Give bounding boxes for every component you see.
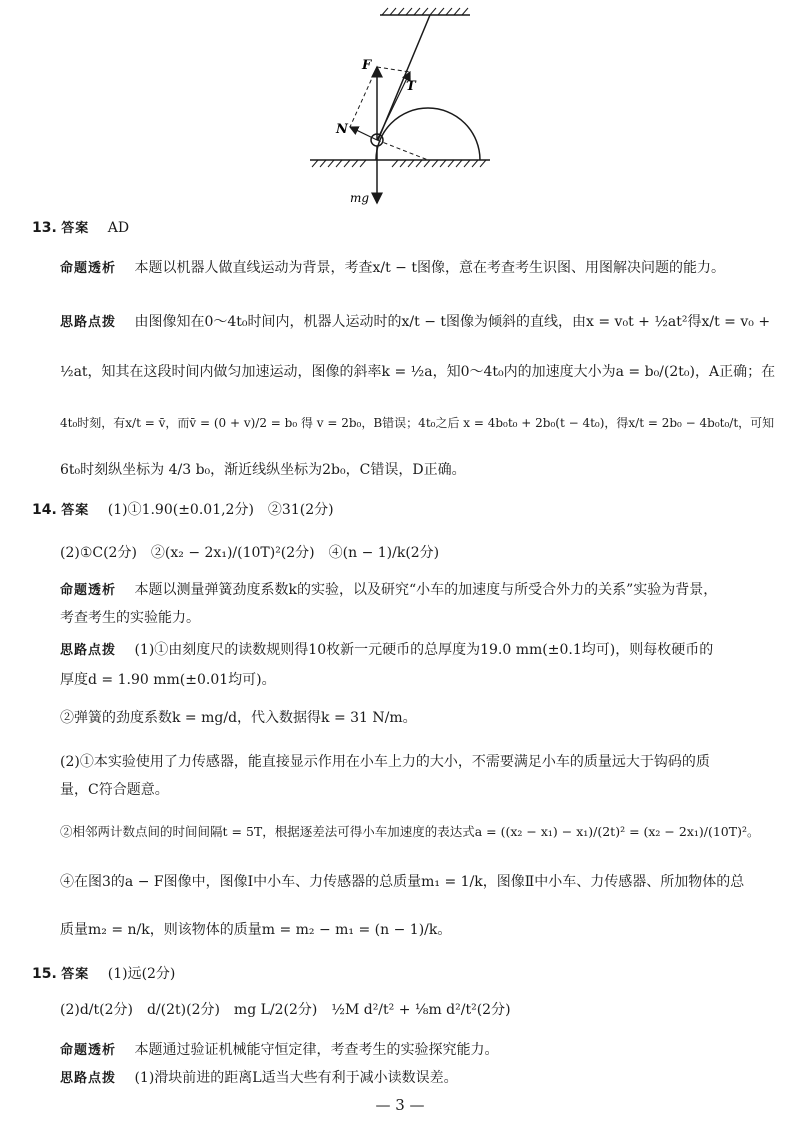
q14-answer-line-1 xyxy=(32,500,334,521)
q13-answer-tag: 答案 xyxy=(61,221,90,236)
q14-intent-tag: 命题透析 xyxy=(60,583,117,598)
force-diagram-figure xyxy=(300,5,500,210)
q13-hint-line-4: 6t₀时刻纵坐标为 4/3 b₀，渐近线纵坐标为2b₀，C错误，D正确。 xyxy=(60,462,466,478)
q13-hint-line-2: ½at，知其在这段时间内做匀加速运动，图像的斜率k = ½a，知0～4t₀内的加速度大小为a = b₀/(2t₀)，A正确；在 xyxy=(60,364,776,380)
q15-hint-tag: 思路点拨 xyxy=(60,1071,117,1086)
q14-hint-tag: 思路点拨 xyxy=(60,643,117,658)
q14-hint-line-4: (2)①本实验使用了力传感器，能直接显示作用在小车上力的大小，不需要满足小车的质量远大于钩码的质 xyxy=(60,754,710,770)
q14-answer-line-2: (2)①C(2分) ②(x₂ − 2x₁)/(10T)²(2分) ④(n − 1)/k(2分) xyxy=(60,545,440,561)
q14-hint-line-5: 量，C符合题意。 xyxy=(60,782,169,798)
q14-intent-text-1: 本题以测量弹簧劲度系数k的实验，以及研究“小车的加速度与所受合外力的关系”实验为背景， xyxy=(134,582,718,598)
q15-intent-tag: 命题透析 xyxy=(60,1043,117,1058)
label-N: N xyxy=(336,122,348,137)
q13-hint-line-3: 4t₀时刻，有x/t = v̄，而v̄ = (0 + v)/2 = b₀ 得 v = 2b₀，B错误；4t₀之后 x = 4b₀t₀ + 2b₀(t − 4t₀)，得x/t = 2b₀ − 4b₀t₀/t，可知 xyxy=(60,416,775,430)
label-mg: mg xyxy=(350,191,370,205)
q14-hint-line-3: ②弹簧的劲度系数k = mg/d，代入数据得k = 31 N/m。 xyxy=(60,710,417,726)
q14-hint-line-6: ②相邻两计数点间的时间间隔t = 5T，根据逐差法可得小车加速度的表达式a = ((x₂ − x₁) − x₁)/(2t)² = (x₂ − 2x₁)/(10T)²。 xyxy=(60,824,760,839)
q14-number: 14. xyxy=(32,502,57,518)
q15-hint-line xyxy=(60,1068,458,1089)
q15-answer-1: (1)远(2分) xyxy=(107,966,176,982)
q14-hint-line-2: 厚度d = 1.90 mm(±0.01均可)。 xyxy=(60,672,276,688)
q13-answer-line xyxy=(32,218,129,239)
q14-hint-line-7: ④在图3的a − F图像中，图像Ⅰ中小车、力传感器的总质量m₁ = 1/k，图像Ⅱ中小车、力传感器、所加物体的总 xyxy=(60,874,745,890)
q13-hint-tag: 思路点拨 xyxy=(60,315,117,330)
q13-intent-line xyxy=(60,258,725,279)
q14-answer-tag: 答案 xyxy=(61,503,90,518)
q15-intent: 本题通过验证机械能守恒定律，考查考生的实验探究能力。 xyxy=(134,1042,499,1058)
q15-answer-line-1 xyxy=(32,964,175,985)
q14-intent-line-1 xyxy=(60,580,717,601)
q14-intent-line-2: 考查考生的实验能力。 xyxy=(60,610,200,626)
q14-hint-line-8: 质量m₂ = n/k，则该物体的质量m = m₂ − m₁ = (n − 1)/k。 xyxy=(60,922,452,938)
q15-answer-tag: 答案 xyxy=(61,967,90,982)
q15-intent-line xyxy=(60,1040,498,1061)
q14-answer-1: (1)①1.90(±0.01,2分) ②31(2分) xyxy=(107,502,334,518)
q15-hint: (1)滑块前进的距离L适当大些有利于减小读数误差。 xyxy=(134,1070,458,1086)
q13-intent: 本题以机器人做直线运动为背景，考查x/t − t图像，意在考查考生识图、用图解决问题的能力。 xyxy=(134,260,725,276)
q14-hint-line-1 xyxy=(60,640,713,661)
q13-hint-line-1 xyxy=(60,312,770,333)
q13-number: 13. xyxy=(32,220,57,236)
page-number: — 3 — xyxy=(375,1096,425,1114)
label-T: T xyxy=(406,79,416,94)
label-F: F xyxy=(362,58,372,73)
q13-answer: AD xyxy=(107,220,130,236)
q13-intent-tag: 命题透析 xyxy=(60,261,117,276)
q15-answer-line-2: (2)d/t(2分) d/(2t)(2分) mg L/2(2分) ½M d²/t² + ⅛m d²/t²(2分) xyxy=(60,1002,511,1018)
q13-hint-text-1: 由图像知在0～4t₀时间内，机器人运动时的x/t − t图像为倾斜的直线，由x = v₀t + ½at²得x/t = v₀ + xyxy=(134,314,771,330)
q15-number: 15. xyxy=(32,966,57,982)
q14-hint-text-1: (1)①由刻度尺的读数规则得10枚新一元硬币的总厚度为19.0 mm(±0.1均可)，则每枚硬币的 xyxy=(134,642,714,658)
